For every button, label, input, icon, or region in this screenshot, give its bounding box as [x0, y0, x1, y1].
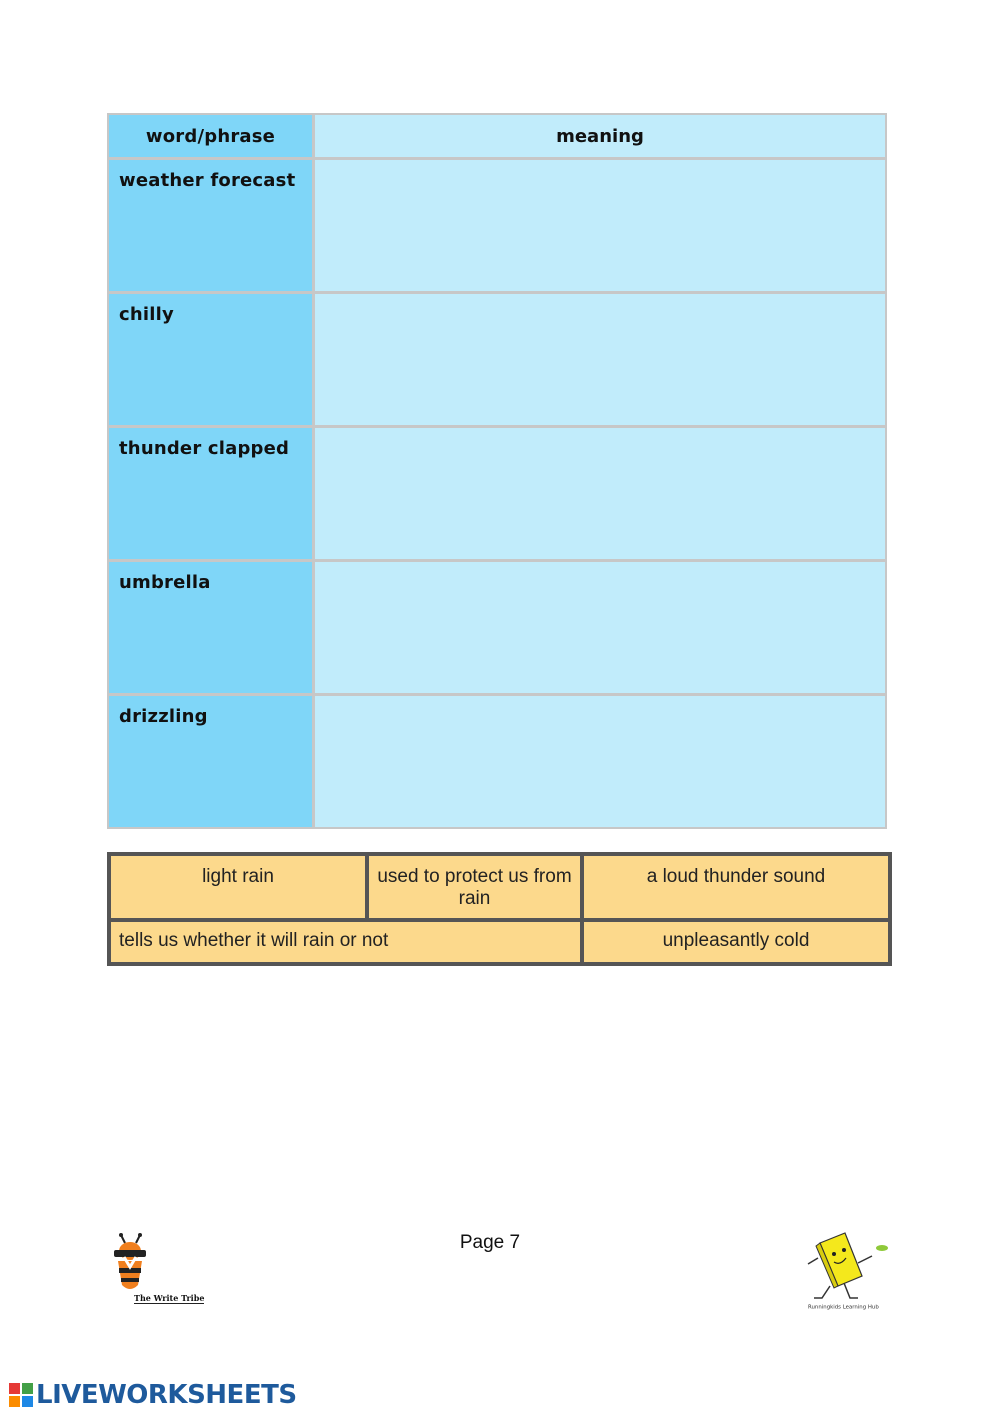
- meaning-answer-field[interactable]: [315, 294, 885, 425]
- table-row: [109, 562, 885, 693]
- meaning-answer-field[interactable]: [315, 562, 885, 693]
- liveworksheets-brand: [8, 1380, 297, 1410]
- liveworksheets-brand-text: LIVEWORKSHEETS: [36, 1380, 297, 1410]
- table-row: [109, 428, 885, 559]
- word-cell: drizzling: [109, 696, 312, 827]
- write-tribe-logo-text: The Write Tribe: [134, 1293, 205, 1303]
- page-number: Page 7: [459, 1232, 521, 1253]
- meaning-answer-field[interactable]: [315, 428, 885, 559]
- learning-hub-logo: [800, 1228, 895, 1328]
- table-row: [109, 294, 885, 425]
- book-mascot-icon: [800, 1228, 895, 1304]
- word-cell: umbrella: [109, 562, 312, 693]
- table-row: [109, 696, 885, 827]
- answer-option[interactable]: a loud thunder sound: [584, 856, 888, 918]
- answer-bank: [107, 852, 892, 966]
- write-tribe-logo: [108, 1233, 218, 1308]
- bee-icon: [108, 1233, 168, 1295]
- answer-bank-row: [111, 856, 888, 918]
- header-word-phrase: word/phrase: [109, 115, 312, 157]
- answer-option[interactable]: unpleasantly cold: [584, 922, 888, 962]
- word-cell: thunder clapped: [109, 428, 312, 559]
- answer-bank-row: [111, 922, 888, 962]
- meaning-answer-field[interactable]: [315, 696, 885, 827]
- table-row: [109, 160, 885, 291]
- vocabulary-table: [107, 113, 887, 829]
- learning-hub-logo-text: Runningkids Learning Hub: [808, 1304, 879, 1311]
- header-meaning: meaning: [315, 115, 885, 157]
- table-header-row: [109, 115, 885, 157]
- liveworksheets-logo-icon: [8, 1382, 34, 1408]
- meaning-answer-field[interactable]: [315, 160, 885, 291]
- word-cell: chilly: [109, 294, 312, 425]
- answer-option[interactable]: used to protect us from rain: [369, 856, 580, 918]
- answer-option[interactable]: light rain: [111, 856, 365, 918]
- word-cell: weather forecast: [109, 160, 312, 291]
- answer-option[interactable]: tells us whether it will rain or not: [111, 922, 580, 962]
